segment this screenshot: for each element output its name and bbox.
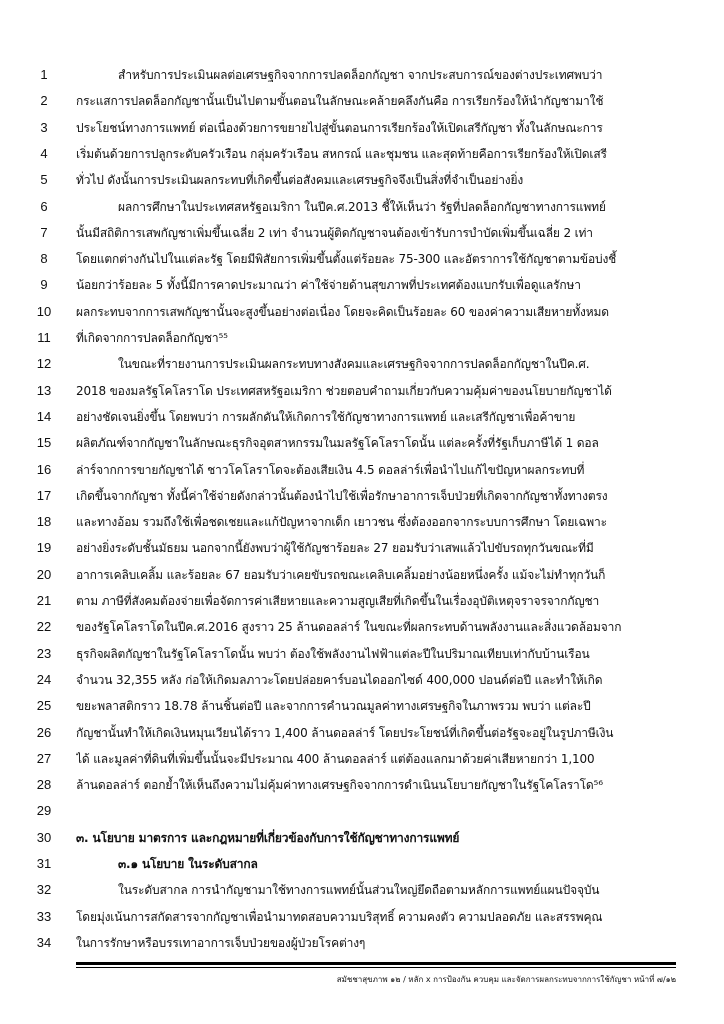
line-number: 17	[36, 487, 52, 503]
line-text: อาการเคลิบเคลิ้ม และร้อยละ 67 ยอมรับว่าเคยขับรถขณะเคลิบเคลิ้มอย่างน้อยหนึ่งครั้ง แม้จะไม่ทำทุกวันก็	[76, 567, 606, 582]
line-number: 5	[40, 172, 48, 188]
document-line	[0, 588, 724, 614]
line-number: 22	[36, 619, 52, 635]
document-line	[0, 430, 724, 456]
document-line	[0, 720, 724, 746]
document-line	[0, 614, 724, 640]
line-text: ทั่วไป ดังนั้นการประเมินผลกระทบที่เกิดขึ้นต่อสังคมและเศรษฐกิจจึงเป็นสิ่งที่จำเป็นอย่างยิ่ง	[76, 173, 524, 188]
document-line	[0, 220, 724, 246]
line-number: 31	[36, 856, 52, 871]
document-line	[0, 930, 724, 956]
document-line	[0, 404, 724, 430]
line-text: ธุรกิจผลิตกัญชาในรัฐโคโลราโดนั้น พบว่า ต้องใช้พลังงานไฟฟ้าแต่ละปีในปริมาณเทียบเท่ากับบ้านเรือน	[76, 646, 590, 661]
line-number: 29	[36, 803, 52, 819]
line-number: 18	[36, 514, 52, 530]
document-line	[0, 798, 724, 824]
line-text: ผลกระทบจากการเสพกัญชานั้นจะสูงขึ้นอย่างต่อเนื่อง โดยจะคิดเป็นร้อยละ 60 ของค่าความเสียหายทั้งหมด	[76, 304, 609, 319]
document-line	[0, 62, 724, 88]
line-text: ที่เกิดจากการปลดล็อกกัญชา⁵⁵	[76, 331, 228, 345]
document-line	[0, 535, 724, 561]
line-number: 24	[36, 671, 52, 687]
line-number: 15	[36, 435, 52, 451]
line-number: 6	[40, 198, 48, 214]
document-line	[0, 167, 724, 193]
line-number: 2	[40, 93, 48, 109]
line-number: 33	[36, 908, 52, 924]
line-text: ได้ และมูลค่าที่ดินที่เพิ่มขึ้นนั้นจะมีประมาณ 400 ล้านดอลล่าร์ แต่ต้องแลกมาด้วยค่าเสียหายกว่า 1,100	[76, 751, 595, 766]
line-text: ในระดับสากล การนำกัญชามาใช้ทางการแพทย์นั้นส่วนใหญ่ยึดถือตามหลักการแพทย์แผนปัจจุบัน	[118, 883, 600, 898]
line-text: ล่าร์จากการขายกัญชาได้ ชาวโคโลราโดจะต้องเสียเงิน 4.5 ดอลล่าร์เพื่อนำไปแก้ไขปัญหาผลกระทบที่	[76, 462, 585, 477]
line-number: 1	[40, 67, 48, 82]
document-line	[0, 641, 724, 667]
line-number: 3	[40, 119, 48, 135]
line-number: 10	[36, 303, 52, 319]
line-number: 19	[36, 540, 52, 556]
line-text: ขยะพลาสติกราว 18.78 ล้านชิ้นต่อปี และจากการคำนวณมูลค่าทางเศรษฐกิจในภาพรวม พบว่า แต่ละปี	[76, 699, 591, 714]
line-text: โดยแตกต่างกันไปในแต่ละรัฐ โดยมีพิสัยการเพิ่มขึ้นตั้งแต่ร้อยละ 75-300 และอัตราการใช้กัญชาตามข้อบ่งชี้	[76, 252, 617, 267]
document-line	[0, 825, 724, 851]
document-line	[0, 272, 724, 298]
line-text: เกิดขึ้นจากกัญชา ทั้งนี้ค่าใช้จ่ายดังกล่าวนั้นต้องนำไปใช้เพื่อรักษาอาการเจ็บป่วยที่เกิดจากกัญชาทั้งทางตรง	[76, 488, 608, 503]
line-text: เริ่มต้นด้วยการปลูกระดับครัวเรือน กลุ่มครัวเรือน สหกรณ์ และชุมชน และสุดท้ายคือการเรียกร้องให้เปิดเสรี	[76, 146, 607, 161]
document-line	[0, 115, 724, 141]
line-number: 12	[36, 356, 52, 372]
line-number: 28	[36, 777, 52, 793]
line-number: 4	[40, 145, 48, 161]
line-text: จำนวน 32,355 หลัง ก่อให้เกิดมลภาวะโดยปล่อยคาร์บอนไดออกไซด์ 400,000 ปอนด์ต่อปี และทำให้เกิด	[76, 672, 603, 687]
line-text: อย่างชัดเจนยิ่งขึ้น โดยพบว่า การผลักดันให้เกิดการใช้กัญชาทางการแพทย์ และเสรีกัญชาเพื่อค้าขาย	[76, 409, 576, 424]
document-line	[0, 141, 724, 167]
document-line	[0, 562, 724, 588]
section-heading: ๓. นโยบาย มาตรการ และกฎหมายที่เกี่ยวข้องกับการใช้กัญชาทางการแพทย์	[76, 830, 460, 845]
document-line	[0, 351, 724, 377]
line-text: นั้นมีสถิติการเสพกัญชาเพิ่มขึ้นเฉลี่ย 2 เท่า จำนวนผู้ติดกัญชาจนต้องเข้ารับการบำบัดเพิ่มขึ้นเฉลี่ย 2 เท่า	[76, 225, 593, 240]
line-number: 7	[40, 224, 48, 240]
page-footer: สมัชชาสุขภาพ ๑๒ / หลัก x การป้องกัน ควบคุม และจัดการผลกระทบจากการใช้กัญชา หน้าที่ ๗/๑๒	[336, 975, 676, 984]
line-number: 26	[36, 724, 52, 740]
line-number: 16	[36, 461, 52, 477]
document-line	[0, 904, 724, 930]
line-text: กระแสการปลดล็อกกัญชานั้นเป็นไปตามขั้นตอนในลักษณะคล้ายคลึงกันคือ การเรียกร้องให้นำกัญชามาใช้	[76, 94, 604, 109]
line-text: ตาม ภาษีที่สังคมต้องจ่ายเพื่อจัดการค่าเสียหายและความสูญเสียที่เกิดขึ้นในเรื่องอุบัติเหตุจราจรจากกัญชา	[76, 594, 600, 608]
document-line	[0, 299, 724, 325]
document-line	[0, 851, 724, 877]
line-text: ในขณะที่รายงานการประเมินผลกระทบทางสังคมและเศรษฐกิจจากการปลดล็อกกัญชาในปีค.ศ.	[118, 357, 590, 372]
document-line	[0, 378, 724, 404]
line-text: ผลการศึกษาในประเทศสหรัฐอเมริกา ในปีค.ศ.2013 ชี้ให้เห็นว่า รัฐที่ปลดล็อกกัญชาทางการแพทย์	[118, 199, 606, 214]
footer-rule-thick	[76, 962, 676, 965]
document-line	[0, 325, 724, 351]
line-number: 13	[36, 382, 52, 398]
line-text: น้อยกว่าร้อยละ 5 ทั้งนี้มีการคาดประมาณว่า ค่าใช้จ่ายด้านสุขภาพที่ประเทศต้องแบกรับเพื่อดูแลรักษา	[76, 278, 581, 293]
document-line	[0, 246, 724, 272]
footer-rule-thin	[76, 967, 676, 968]
line-text: ล้านดอลล่าร์ ตอกย้ำให้เห็นถึงความไม่คุ้มค่าทางเศรษฐกิจจากการดำเนินนโยบายกัญชาในรัฐโคโลราโด⁵⁶	[76, 778, 603, 793]
line-number: 8	[40, 251, 48, 267]
document-line	[0, 746, 724, 772]
line-number: 32	[36, 882, 52, 898]
document-line	[0, 877, 724, 903]
line-number: 27	[36, 750, 52, 766]
line-text: โดยมุ่งเน้นการสกัดสารจากกัญชาเพื่อนำมาทดสอบความบริสุทธิ์ ความคงตัว ความปลอดภัย และสรรพคุณ	[76, 909, 603, 924]
section-heading: ๓.๑ นโยบาย ในระดับสากล	[118, 857, 258, 871]
line-number: 25	[36, 698, 52, 714]
document-line	[0, 772, 724, 798]
line-number: 30	[36, 829, 52, 845]
document-line	[0, 509, 724, 535]
line-number: 11	[37, 330, 51, 345]
line-text: 2018 ของมลรัฐโคโลราโด ประเทศสหรัฐอเมริกา ช่วยตอบคำถามเกี่ยวกับความคุ้มค่าของนโยบายกัญชาได้	[76, 383, 612, 398]
line-number: 23	[36, 645, 52, 661]
line-text: และทางอ้อม รวมถึงใช้เพื่อชดเชยและแก้ปัญหาจากเด็ก เยาวชน ซึ่งต้องออกจากระบบการศึกษา โดยเฉพาะ	[76, 515, 607, 530]
document-line	[0, 667, 724, 693]
line-text: ประโยชน์ทางการแพทย์ ต่อเนื่องด้วยการขยายไปสู่ขั้นตอนการเรียกร้องให้เปิดเสรีกัญชา ทั้งในลักษณะการ	[76, 120, 603, 135]
line-text: สำหรับการประเมินผลต่อเศรษฐกิจจากการปลดล็อกกัญชา จากประสบการณ์ของต่างประเทศพบว่า	[118, 68, 603, 82]
line-text: ของรัฐโคโลราโดในปีค.ศ.2016 สูงราว 25 ล้านดอลล่าร์ ในขณะที่ผลกระทบด้านพลังงานและสิ่งแวดล้อมจาก	[76, 620, 622, 635]
line-number: 9	[40, 277, 48, 293]
line-number: 20	[36, 566, 52, 582]
line-text: ผลิตภัณฑ์จากกัญชาในลักษณะธุรกิจอุตสาหกรรมในมลรัฐโคโลราโดนั้น แต่ละครั้งที่รัฐเก็บภาษีได้ 1 ดอล	[76, 436, 599, 451]
document-line	[0, 457, 724, 483]
document-line	[0, 194, 724, 220]
line-number: 21	[36, 593, 52, 608]
document-line	[0, 88, 724, 114]
line-text: อย่างยิ่งระดับชั้นมัธยม นอกจากนี้ยังพบว่าผู้ใช้กัญชาร้อยละ 27 ยอมรับว่าเสพแล้วไปขับรถทุกวันขณะที่มี	[76, 541, 594, 556]
document-line	[0, 483, 724, 509]
line-number: 14	[36, 408, 52, 424]
line-text: กัญชานั้นทำให้เกิดเงินหมุนเวียนได้ราว 1,400 ล้านดอลล่าร์ โดยประโยชน์ที่เกิดขึ้นต่อรัฐจะอยู่ในรูปภาษีเงิน	[76, 725, 614, 740]
line-number: 34	[36, 934, 52, 950]
line-text: ในการรักษาหรือบรรเทาอาการเจ็บป่วยของผู้ป่วยโรคต่างๆ	[76, 935, 366, 950]
document-line	[0, 693, 724, 719]
